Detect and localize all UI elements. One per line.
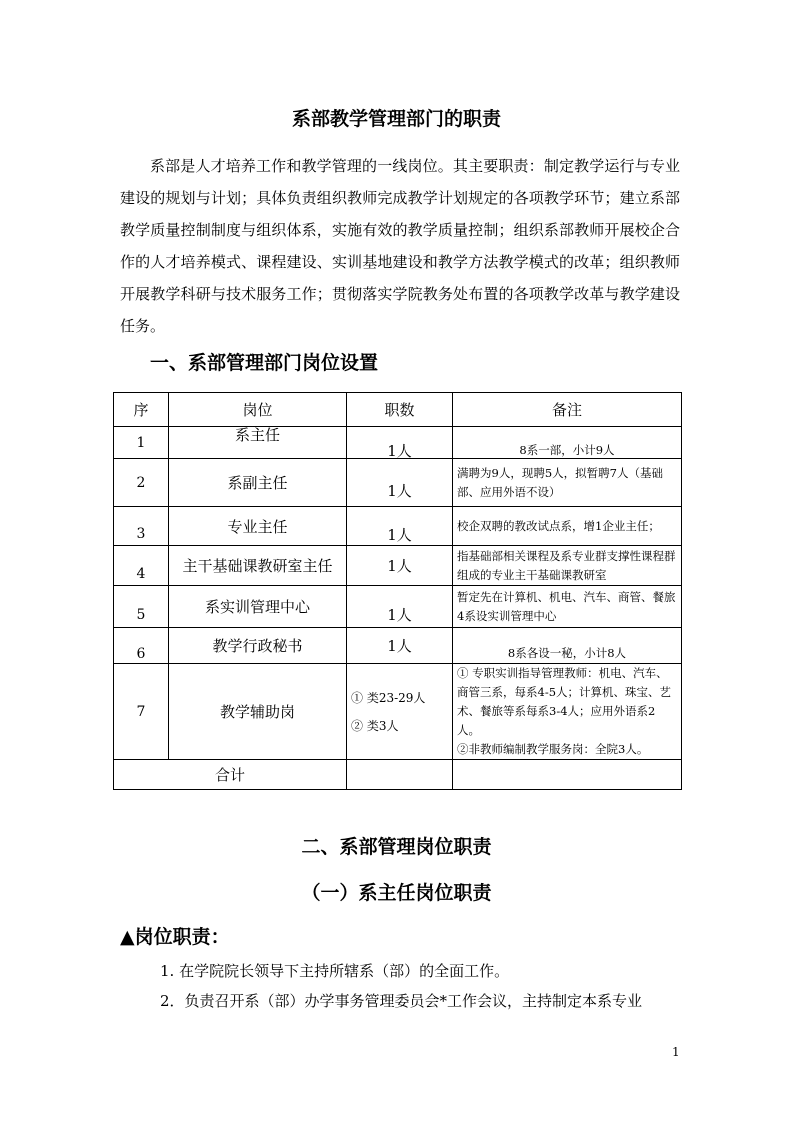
count-line: ② 类3人	[351, 718, 399, 733]
note-line: ②非教师编制教学服务岗：全院3人。	[457, 742, 649, 756]
row-note: 指基础部相关课程及系专业群支撑性课程群组成的专业主干基础课教研室	[453, 546, 682, 586]
row-count: 1人	[347, 586, 453, 628]
row-post: 教学辅助岗	[169, 664, 347, 760]
row-count: 1人	[347, 507, 453, 546]
row-post: 系主任	[169, 427, 347, 459]
duties-heading: ▲岗位职责：	[120, 926, 230, 948]
row-count	[347, 664, 453, 760]
total-count	[347, 760, 453, 790]
table-row	[114, 664, 682, 760]
row-count: 1人	[347, 628, 453, 664]
row-note: 8系各设一秘，小计8人	[453, 628, 682, 664]
intro-paragraph	[120, 150, 680, 342]
header-note: 备注	[453, 393, 682, 427]
table-total-row	[114, 760, 682, 790]
table-row	[114, 546, 682, 586]
total-note	[453, 760, 682, 790]
row-note: 暂定先在计算机、机电、汽车、商管、餐旅4系设实训管理中心	[453, 586, 682, 628]
row-post: 教学行政秘书	[169, 628, 347, 664]
row-note: 满聘为9人，现聘5人，拟暂聘7人（基础部、应用外语不设）	[453, 459, 682, 507]
row-count: 1人	[347, 546, 453, 586]
table-row	[114, 427, 682, 459]
section2-heading: 二、系部管理岗位职责	[301, 836, 492, 858]
row-note: 8系一部，小计9人	[453, 427, 682, 459]
row-seq: 5	[114, 586, 169, 628]
section2-subheading: （一）系主任岗位职责	[301, 882, 492, 904]
header-count: 职数	[347, 393, 453, 427]
intro-text: 系部是人才培养工作和教学管理的一线岗位。其主要职责：制定教学运行与专业建设的规划与计划；具体负责组织教师完成教学计划规定的各项教学环节；建立系部教学质量控制制度与组织体系，实施有效的教学质量控制；组织系部教师开展校企合作的人才培养模式、课程建设、实训基地建设和教学方法教学模式的改革；组织教师开展教学科研与技术服务工作；贯彻落实学院教务处布置的各项教学改革与教学建设任务。	[120, 157, 680, 335]
row-post: 主干基础课教研室主任	[169, 546, 347, 586]
row-seq: 7	[114, 664, 169, 760]
header-seq: 序	[114, 393, 169, 427]
page-number: 1	[672, 1045, 680, 1059]
note-line: ① 专职实训指导管理教师：机电、汽车、商管三系，每系4-5人；计算机、珠宝、艺术、餐旅等系每系3-4人；应用外语系2人。	[457, 666, 672, 737]
row-seq: 1	[114, 427, 169, 459]
total-label: 合计	[114, 760, 347, 790]
post-table	[113, 392, 682, 790]
section1-heading: 一、系部管理部门岗位设置	[150, 352, 379, 374]
header-post: 岗位	[169, 393, 347, 427]
row-note: 校企双聘的教改试点系，增1企业主任；	[453, 507, 682, 546]
row-post: 系副主任	[169, 459, 347, 507]
table-header-row	[114, 393, 682, 427]
count-line: ① 类23-29人	[351, 690, 426, 705]
duty-item: 2．负责召开系（部）办学事务管理委员会*工作会议，主持制定本系专业	[160, 992, 643, 1010]
row-seq: 2	[114, 459, 169, 507]
row-count: 1人	[347, 427, 453, 459]
row-note	[453, 664, 682, 760]
duty-item: 1. 在学院院长领导下主持所辖系（部）的全面工作。	[160, 962, 510, 980]
document-title: 系部教学管理部门的职责	[291, 108, 501, 130]
table-row	[114, 586, 682, 628]
row-seq: 6	[114, 628, 169, 664]
table-row	[114, 507, 682, 546]
row-post: 专业主任	[169, 507, 347, 546]
row-post: 系实训管理中心	[169, 586, 347, 628]
table-row	[114, 628, 682, 664]
row-count: 1人	[347, 459, 453, 507]
table-row	[114, 459, 682, 507]
row-seq: 3	[114, 507, 169, 546]
row-seq: 4	[114, 546, 169, 586]
